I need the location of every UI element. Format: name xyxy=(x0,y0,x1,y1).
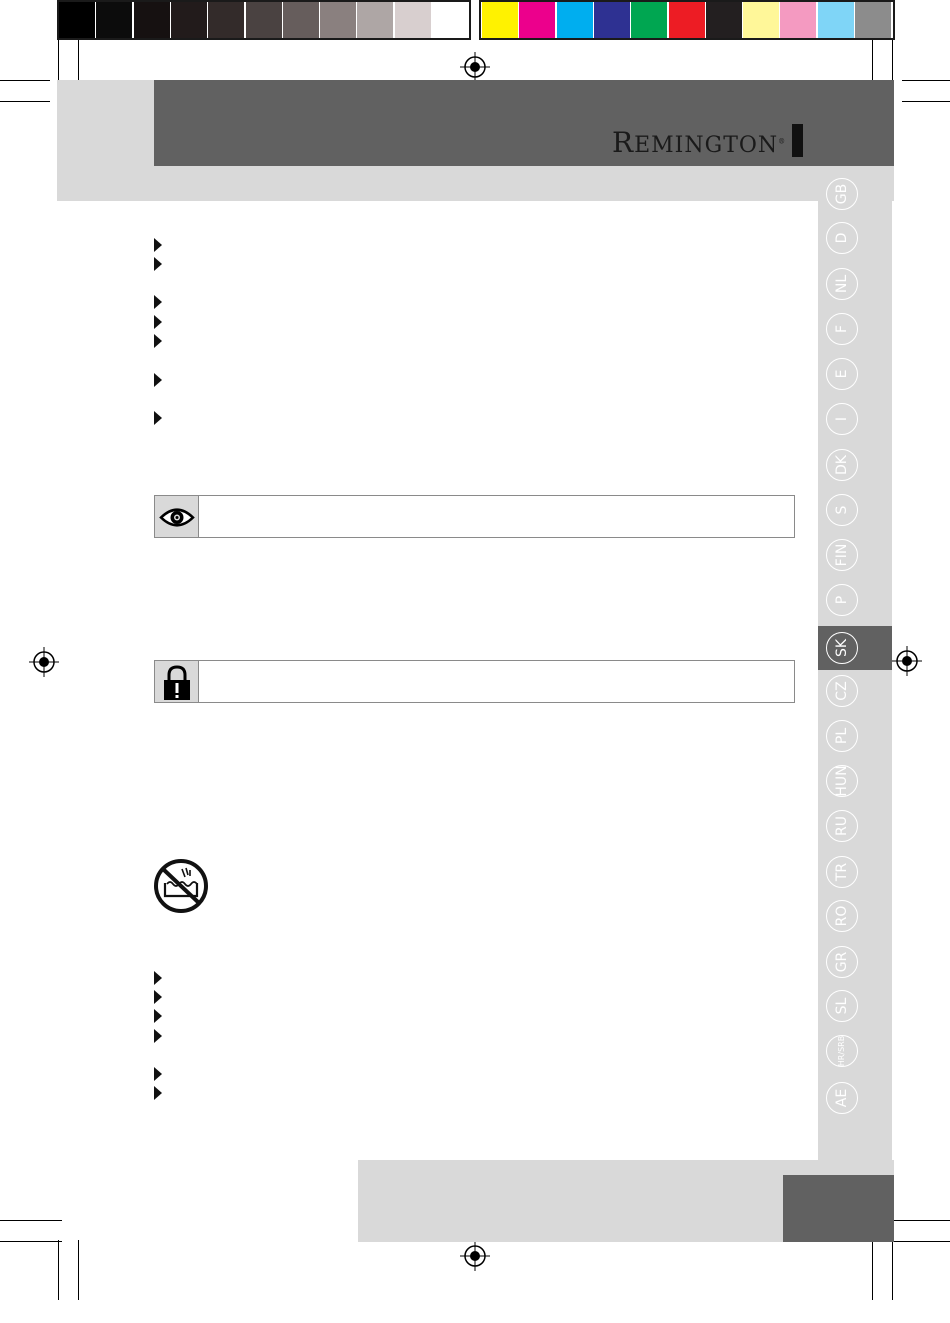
process-swatch xyxy=(519,2,555,38)
process-swatch xyxy=(743,2,779,38)
registration-mark-icon xyxy=(892,646,922,676)
registration-mark-icon xyxy=(460,1241,490,1271)
bullet-arrow-icon xyxy=(154,971,162,985)
gray-swatch xyxy=(320,2,356,38)
language-tab-label: NL xyxy=(834,274,850,294)
language-tab-label: I xyxy=(834,416,850,422)
language-tab-label: HR/SRB xyxy=(837,1035,846,1067)
language-tab-label: PL xyxy=(834,727,850,745)
language-tab-f[interactable] xyxy=(826,313,858,345)
language-tab-dk[interactable] xyxy=(826,449,858,481)
language-tab-label: DK xyxy=(834,455,850,475)
language-tab-d[interactable] xyxy=(826,222,858,254)
process-swatch xyxy=(780,2,816,38)
process-swatch xyxy=(818,2,854,38)
gray-swatch xyxy=(59,2,95,38)
bullet-arrow-icon xyxy=(154,334,162,348)
language-tab-label: SL xyxy=(834,997,850,1015)
language-tab-label: FIN xyxy=(834,543,850,567)
language-tab-label: RU xyxy=(834,816,850,836)
process-swatch xyxy=(557,2,593,38)
page-number-block xyxy=(783,1175,894,1242)
gray-swatch xyxy=(432,2,468,38)
language-tab-s[interactable] xyxy=(826,494,858,526)
notice-box-caution xyxy=(154,495,795,538)
registration-mark-icon xyxy=(460,52,490,82)
gray-swatch xyxy=(283,2,319,38)
language-tab-i[interactable] xyxy=(826,403,858,435)
language-tab-label: E xyxy=(834,369,850,379)
gray-swatch xyxy=(96,2,132,38)
process-swatch xyxy=(594,2,630,38)
no-bath-water-icon xyxy=(152,858,210,914)
language-tab-sk[interactable] xyxy=(826,632,858,664)
notice-box-safety xyxy=(154,660,795,703)
language-tab-label: HUN xyxy=(834,765,850,797)
bullet-arrow-icon xyxy=(154,373,162,387)
process-swatch xyxy=(482,2,518,38)
logo-trademark: ® xyxy=(778,137,787,146)
language-tab-gr[interactable] xyxy=(826,946,858,978)
language-tab-label: F xyxy=(834,324,850,334)
language-tab-gb[interactable] xyxy=(826,178,858,210)
process-swatch xyxy=(706,2,742,38)
notice-icon-cell xyxy=(155,661,199,702)
bullet-arrow-icon xyxy=(154,411,162,425)
language-tab-sl[interactable] xyxy=(826,990,858,1022)
language-tab-ru[interactable] xyxy=(826,810,858,842)
bullet-arrow-icon xyxy=(154,990,162,1004)
bullet-arrow-icon xyxy=(154,238,162,252)
language-tab-tr[interactable] xyxy=(826,856,858,888)
notice-icon-cell xyxy=(155,496,199,537)
language-tab-pl[interactable] xyxy=(826,720,858,752)
padlock-warning-icon xyxy=(155,661,199,704)
language-tab-label: P xyxy=(834,595,850,605)
bullet-arrow-icon xyxy=(154,1067,162,1081)
process-swatch xyxy=(855,2,891,38)
brand-logo xyxy=(612,126,786,159)
gray-swatch xyxy=(395,2,431,38)
language-tab-cz[interactable] xyxy=(826,675,858,707)
logo-text: EMINGTON xyxy=(634,133,779,158)
bullet-arrow-icon xyxy=(154,1029,162,1043)
process-swatch xyxy=(669,2,705,38)
bullet-arrow-icon xyxy=(154,257,162,271)
language-tab-label: AE xyxy=(834,1088,850,1108)
language-tab-label: S xyxy=(834,505,850,515)
language-tab-e[interactable] xyxy=(826,358,858,390)
gray-swatch xyxy=(208,2,244,38)
bullet-arrow-icon xyxy=(154,315,162,329)
language-tab-label: GR xyxy=(834,951,850,973)
bullet-arrow-icon xyxy=(154,1009,162,1023)
logo-bar xyxy=(792,124,803,157)
process-swatch xyxy=(631,2,667,38)
language-tab-hun[interactable] xyxy=(826,765,858,797)
registration-mark-icon xyxy=(29,647,59,677)
gray-swatch xyxy=(246,2,282,38)
gray-swatch xyxy=(171,2,207,38)
gray-swatch xyxy=(357,2,393,38)
logo-initial: R xyxy=(612,126,635,159)
language-tab-ae[interactable] xyxy=(826,1082,858,1114)
language-tab-fin[interactable] xyxy=(826,539,858,571)
language-tab-label: SK xyxy=(834,638,850,658)
language-tab-p[interactable] xyxy=(826,584,858,616)
language-tab-nl[interactable] xyxy=(826,268,858,300)
bullet-arrow-icon xyxy=(154,1086,162,1100)
language-tab-label: D xyxy=(834,232,850,244)
bullet-arrow-icon xyxy=(154,295,162,309)
gray-swatch xyxy=(134,2,170,38)
eye-icon xyxy=(155,496,199,539)
language-tab-label: TR xyxy=(834,862,850,882)
language-tab-label: CZ xyxy=(834,681,850,701)
language-tab-ro[interactable] xyxy=(826,900,858,932)
language-tab-hr-srb[interactable] xyxy=(826,1035,858,1067)
language-tab-label: GB xyxy=(834,183,850,205)
language-tab-label: RO xyxy=(834,905,850,927)
